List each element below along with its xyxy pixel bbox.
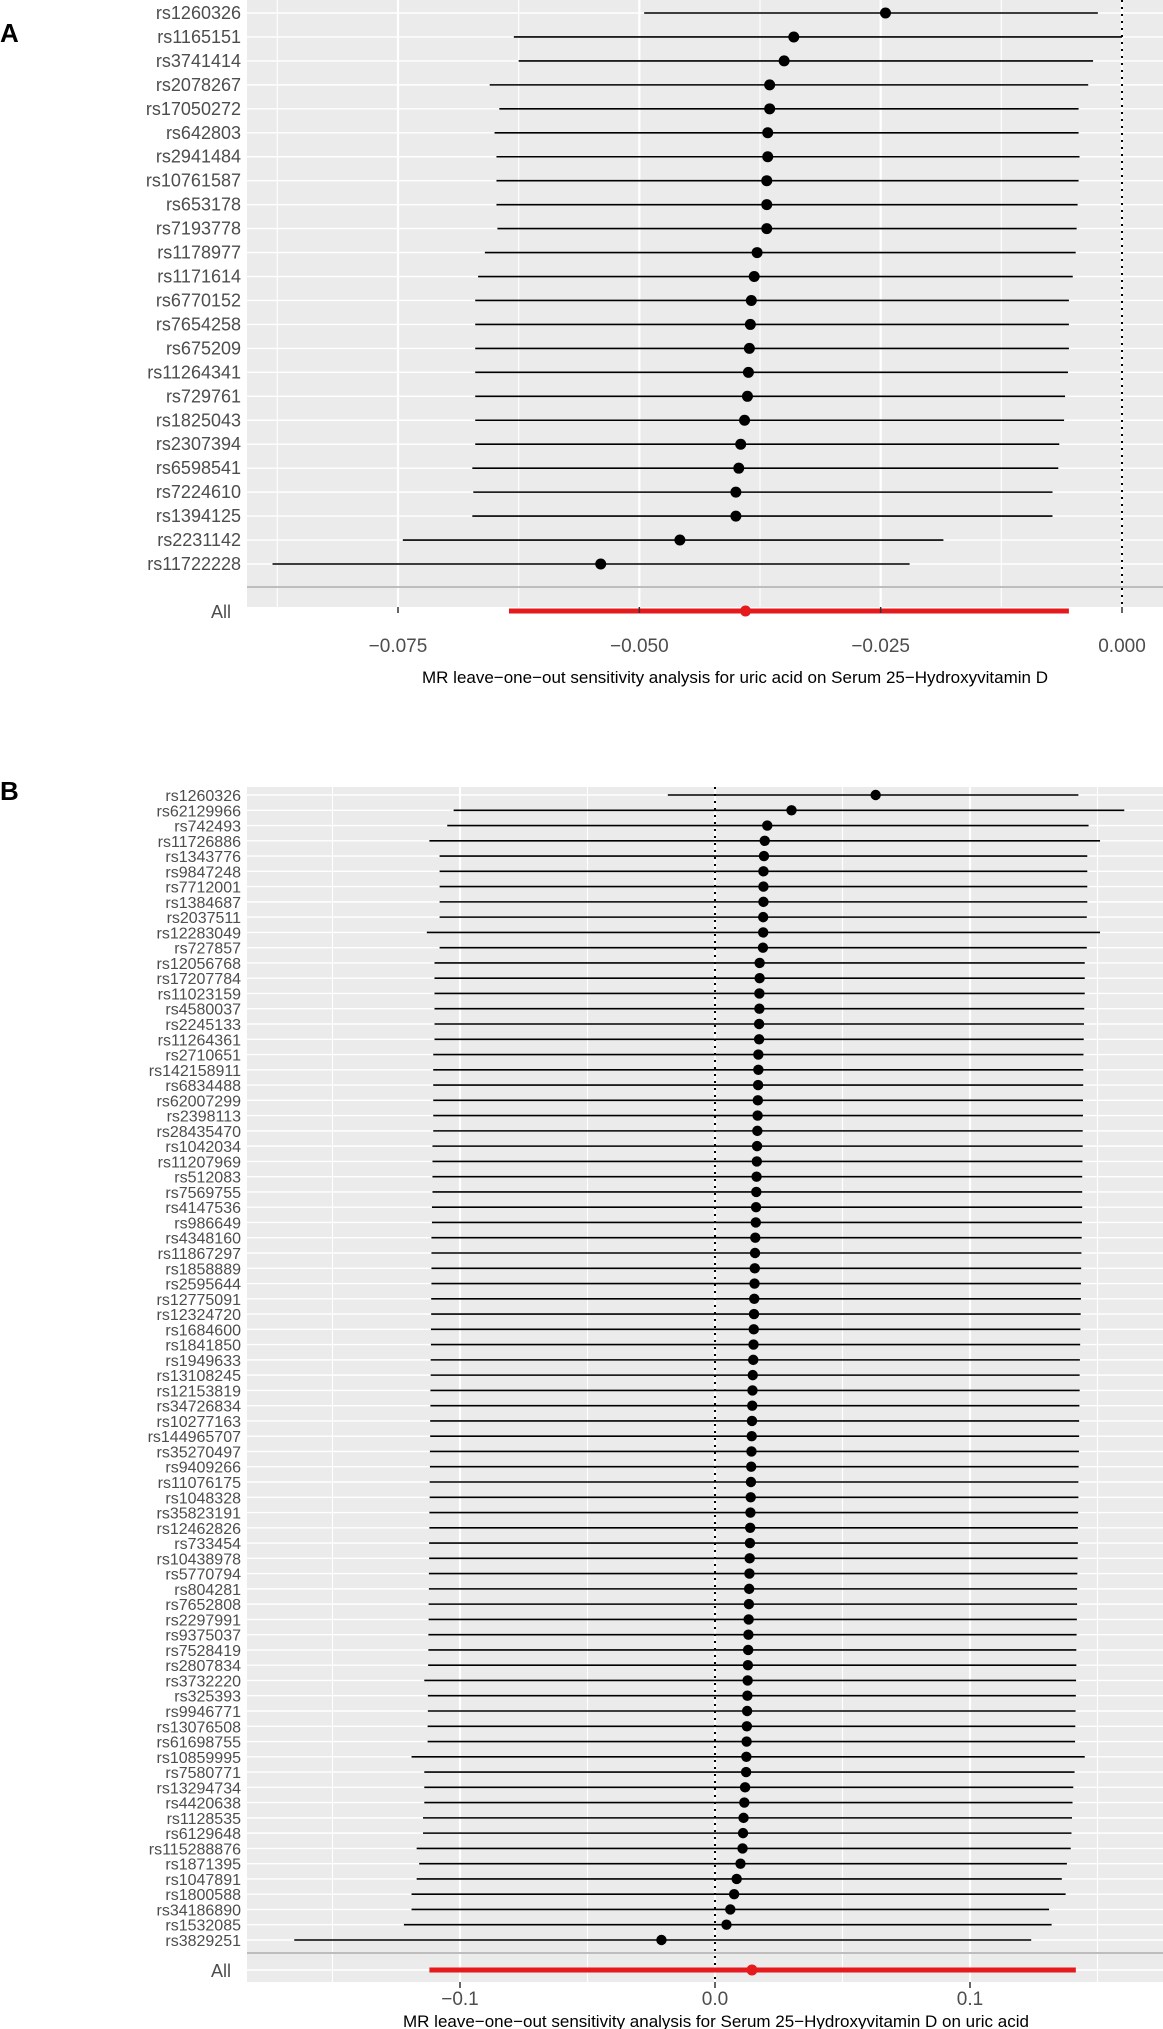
- snp-label: rs7528419: [165, 1642, 241, 1660]
- snp-label: rs1178977: [157, 242, 241, 263]
- snp-label: rs2307394: [155, 434, 241, 455]
- snp-label: rs34186890: [156, 1902, 241, 1920]
- snp-label: rs2941484: [155, 146, 241, 167]
- x-tick-label: −0.050: [610, 636, 669, 657]
- snp-label: rs11722228: [147, 554, 241, 574]
- snp-label: rs62129966: [156, 803, 241, 821]
- snp-label: rs35823191: [156, 1505, 241, 1523]
- snp-label: rs1394125: [155, 506, 241, 527]
- effect-point: [721, 1920, 731, 1930]
- effect-point: [752, 1156, 762, 1166]
- effect-point: [745, 1538, 755, 1548]
- effect-point: [744, 1584, 754, 1594]
- overall-effect-point: [746, 1965, 757, 1976]
- snp-label: rs1042034: [165, 1139, 241, 1157]
- effect-point: [758, 881, 768, 891]
- snp-label: rs11076175: [157, 1475, 241, 1492]
- overall-effect-point: [740, 606, 751, 617]
- snp-label: rs7224610: [155, 482, 241, 503]
- snp-label: rs804281: [174, 1581, 241, 1599]
- snp-label: rs7712001: [165, 879, 241, 897]
- effect-point: [870, 790, 880, 800]
- effect-point: [753, 1080, 763, 1090]
- effect-point: [742, 391, 753, 402]
- effect-point: [786, 805, 796, 815]
- effect-point: [751, 1187, 761, 1197]
- effect-point: [880, 8, 891, 19]
- effect-point: [746, 1462, 756, 1472]
- effect-point: [745, 1523, 755, 1533]
- effect-point: [738, 1813, 748, 1823]
- snp-label: rs35270497: [156, 1444, 241, 1462]
- snp-label: rs1171614: [157, 266, 241, 287]
- snp-label: rs9946771: [165, 1704, 241, 1721]
- effect-point: [764, 103, 775, 114]
- effect-point: [741, 1752, 751, 1762]
- effect-point: [751, 1217, 761, 1227]
- effect-point: [753, 1095, 763, 1105]
- effect-point: [749, 1278, 759, 1288]
- effect-point: [747, 1400, 757, 1410]
- snp-label: rs1800588: [165, 1887, 241, 1905]
- effect-point: [746, 1477, 756, 1487]
- effect-point: [758, 927, 768, 937]
- snp-label: rs11867297: [157, 1246, 241, 1263]
- effect-point: [746, 1492, 756, 1502]
- effect-point: [752, 1141, 762, 1151]
- snp-label: rs34726834: [156, 1398, 241, 1416]
- snp-label: rs2037511: [166, 910, 241, 928]
- effect-point: [761, 199, 772, 210]
- effect-point: [752, 247, 763, 258]
- snp-label: rs3829251: [165, 1933, 241, 1950]
- snp-label: rs7652808: [165, 1597, 241, 1615]
- effect-point: [764, 79, 775, 90]
- effect-point: [733, 463, 744, 474]
- snp-label: rs9375037: [165, 1627, 241, 1645]
- snp-label: rs115288876: [148, 1841, 241, 1859]
- snp-label: rs675209: [165, 338, 241, 359]
- snp-label: rs653178: [165, 194, 241, 215]
- effect-point: [731, 1874, 741, 1884]
- snp-label: rs7569755: [165, 1184, 241, 1202]
- snp-label: rs6770152: [155, 290, 241, 311]
- effect-point: [729, 1889, 739, 1899]
- effect-point: [744, 1553, 754, 1563]
- x-axis-title: MR leave−one−out sensitivity analysis for Serum 25−Hydroxyvitamin D on uric acid: [403, 2012, 1029, 2029]
- snp-label: rs1260326: [155, 3, 241, 23]
- snp-label: rs11207969: [157, 1154, 241, 1172]
- effect-point: [735, 439, 746, 450]
- snp-label: rs325393: [174, 1688, 241, 1706]
- effect-point: [758, 912, 768, 922]
- effect-point: [754, 958, 764, 968]
- overall-label: All: [210, 1961, 231, 1981]
- snp-label: rs5770794: [165, 1566, 241, 1584]
- snp-label: rs1260326: [165, 788, 241, 805]
- snp-label: rs1384687: [165, 894, 241, 912]
- effect-point: [742, 1675, 752, 1685]
- snp-label: rs1532085: [165, 1917, 241, 1935]
- snp-label: rs11264361: [157, 1032, 241, 1050]
- effect-point: [743, 1614, 753, 1624]
- effect-point: [741, 1736, 751, 1746]
- panel-a: [0, 0, 1163, 687]
- effect-point: [725, 1904, 735, 1914]
- effect-point: [747, 1416, 757, 1426]
- effect-point: [748, 1355, 758, 1365]
- effect-point: [747, 1385, 757, 1395]
- effect-point: [788, 31, 799, 42]
- effect-point: [758, 897, 768, 907]
- snp-label: rs733454: [174, 1536, 241, 1554]
- snp-label: rs17207784: [156, 971, 241, 989]
- effect-point: [762, 127, 773, 138]
- effect-point: [761, 223, 772, 234]
- snp-label: rs1343776: [165, 849, 241, 867]
- snp-label: rs7654258: [155, 314, 241, 335]
- effect-point: [751, 1202, 761, 1212]
- effect-point: [744, 343, 755, 354]
- effect-point: [730, 511, 741, 522]
- effect-point: [738, 1828, 748, 1838]
- x-tick-label: 0.000: [1098, 636, 1146, 657]
- snp-label: rs2807834: [165, 1658, 241, 1676]
- snp-label: rs3741414: [155, 50, 241, 71]
- effect-point: [747, 1431, 757, 1441]
- effect-point: [754, 1019, 764, 1029]
- effect-point: [749, 1294, 759, 1304]
- snp-label: rs28435470: [156, 1123, 241, 1141]
- snp-label: rs2595644: [165, 1276, 241, 1294]
- effect-point: [744, 1568, 754, 1578]
- snp-label: rs13108245: [156, 1368, 241, 1386]
- snp-label: rs10761587: [145, 170, 241, 191]
- effect-point: [754, 988, 764, 998]
- effect-point: [760, 836, 770, 846]
- snp-label: rs144965707: [147, 1429, 241, 1447]
- x-axis-title: MR leave−one−out sensitivity analysis for uric acid on Serum 25−Hydroxyvitamin D: [422, 668, 1048, 687]
- effect-point: [743, 1645, 753, 1655]
- effect-point: [753, 1065, 763, 1075]
- x-tick-label: 0.0: [701, 1989, 729, 2010]
- snp-label: rs512083: [174, 1169, 241, 1187]
- snp-label: rs1165151: [157, 26, 241, 47]
- snp-label: rs729761: [165, 386, 241, 407]
- snp-label: rs6834488: [165, 1078, 241, 1096]
- panel-label: B: [0, 776, 19, 806]
- effect-point: [739, 415, 750, 426]
- snp-label: rs4147536: [165, 1200, 241, 1218]
- effect-point: [743, 1629, 753, 1639]
- snp-label: rs13294734: [156, 1780, 241, 1798]
- snp-label: rs1871395: [165, 1856, 241, 1874]
- effect-point: [751, 1171, 761, 1181]
- effect-point: [762, 820, 772, 830]
- snp-label: rs2231142: [157, 530, 241, 551]
- snp-label: rs1128535: [166, 1810, 241, 1828]
- snp-label: rs1841850: [165, 1337, 241, 1355]
- effect-point: [761, 175, 772, 186]
- snp-label: rs61698755: [156, 1734, 241, 1752]
- effect-point: [746, 295, 757, 306]
- snp-label: rs1047891: [165, 1871, 241, 1889]
- effect-point: [758, 866, 768, 876]
- snp-label: rs2297991: [165, 1612, 241, 1630]
- effect-point: [743, 1660, 753, 1670]
- snp-label: rs6129648: [165, 1826, 241, 1844]
- snp-label: rs10859995: [156, 1749, 241, 1767]
- effect-point: [745, 319, 756, 330]
- effect-point: [753, 1049, 763, 1059]
- snp-label: rs12324720: [156, 1307, 241, 1325]
- effect-point: [742, 1706, 752, 1716]
- effect-point: [737, 1843, 747, 1853]
- snp-label: rs4348160: [165, 1230, 241, 1248]
- effect-point: [750, 1233, 760, 1243]
- effect-point: [595, 559, 606, 570]
- snp-label: rs13076508: [156, 1719, 241, 1737]
- snp-label: rs7580771: [165, 1765, 241, 1783]
- effect-point: [741, 1767, 751, 1777]
- effect-point: [752, 1110, 762, 1120]
- effect-point: [742, 1691, 752, 1701]
- overall-label: All: [210, 602, 231, 622]
- effect-point: [748, 1339, 758, 1349]
- x-tick-label: −0.025: [851, 636, 910, 657]
- effect-point: [749, 271, 760, 282]
- snp-label: rs742493: [174, 818, 241, 836]
- snp-label: rs6598541: [155, 458, 241, 479]
- effect-point: [779, 55, 790, 66]
- x-tick-label: −0.075: [368, 636, 428, 657]
- snp-label: rs17050272: [145, 98, 241, 119]
- snp-label: rs4580037: [165, 1001, 241, 1019]
- snp-label: rs2245133: [165, 1017, 241, 1034]
- effect-point: [750, 1248, 760, 1258]
- snp-label: rs12153819: [156, 1383, 241, 1401]
- effect-point: [735, 1858, 745, 1868]
- snp-label: rs1949633: [165, 1352, 241, 1370]
- snp-label: rs1858889: [165, 1261, 241, 1279]
- effect-point: [748, 1370, 758, 1380]
- effect-point: [752, 1126, 762, 1136]
- snp-label: rs62007299: [156, 1093, 241, 1111]
- effect-point: [743, 367, 754, 378]
- snp-label: rs9847248: [165, 864, 241, 882]
- effect-point: [750, 1263, 760, 1273]
- snp-label: rs1048328: [165, 1490, 241, 1508]
- snp-label: rs4420638: [165, 1795, 241, 1813]
- snp-label: rs727857: [174, 940, 241, 958]
- snp-label: rs3732220: [165, 1673, 241, 1691]
- effect-point: [739, 1797, 749, 1807]
- effect-point: [730, 487, 741, 498]
- snp-label: rs10438978: [156, 1551, 241, 1569]
- effect-point: [674, 535, 685, 546]
- snp-label: rs2078267: [155, 74, 241, 95]
- snp-label: rs2398113: [166, 1108, 241, 1126]
- snp-label: rs11726886: [157, 833, 241, 851]
- snp-label: rs1684600: [165, 1322, 241, 1340]
- snp-label: rs142158911: [148, 1062, 241, 1080]
- effect-point: [740, 1782, 750, 1792]
- effect-point: [745, 1507, 755, 1517]
- snp-label: rs12462826: [156, 1520, 241, 1538]
- effect-point: [754, 1034, 764, 1044]
- effect-point: [754, 1004, 764, 1014]
- effect-point: [758, 942, 768, 952]
- panel-label: A: [0, 18, 19, 48]
- snp-label: rs10277163: [156, 1413, 241, 1431]
- effect-point: [749, 1309, 759, 1319]
- effect-point: [749, 1324, 759, 1334]
- effect-point: [656, 1935, 666, 1945]
- snp-label: rs12775091: [156, 1291, 241, 1309]
- snp-label: rs1825043: [155, 410, 241, 431]
- x-tick-label: 0.1: [956, 1989, 984, 2010]
- effect-point: [744, 1599, 754, 1609]
- x-tick-label: −0.1: [441, 1989, 479, 2010]
- effect-point: [762, 151, 773, 162]
- snp-label: rs11264341: [147, 362, 241, 383]
- snp-label: rs12056768: [156, 955, 241, 973]
- effect-point: [759, 851, 769, 861]
- snp-label: rs7193778: [155, 218, 241, 239]
- effect-point: [742, 1721, 752, 1731]
- snp-label: rs11023159: [157, 986, 241, 1004]
- snp-label: rs642803: [165, 122, 241, 143]
- panel-b: [0, 776, 1163, 2029]
- snp-label: rs986649: [174, 1215, 241, 1233]
- effect-point: [746, 1446, 756, 1456]
- snp-label: rs2710651: [165, 1047, 241, 1065]
- snp-label: rs12283049: [156, 925, 241, 943]
- effect-point: [754, 973, 764, 983]
- snp-label: rs9409266: [165, 1459, 241, 1477]
